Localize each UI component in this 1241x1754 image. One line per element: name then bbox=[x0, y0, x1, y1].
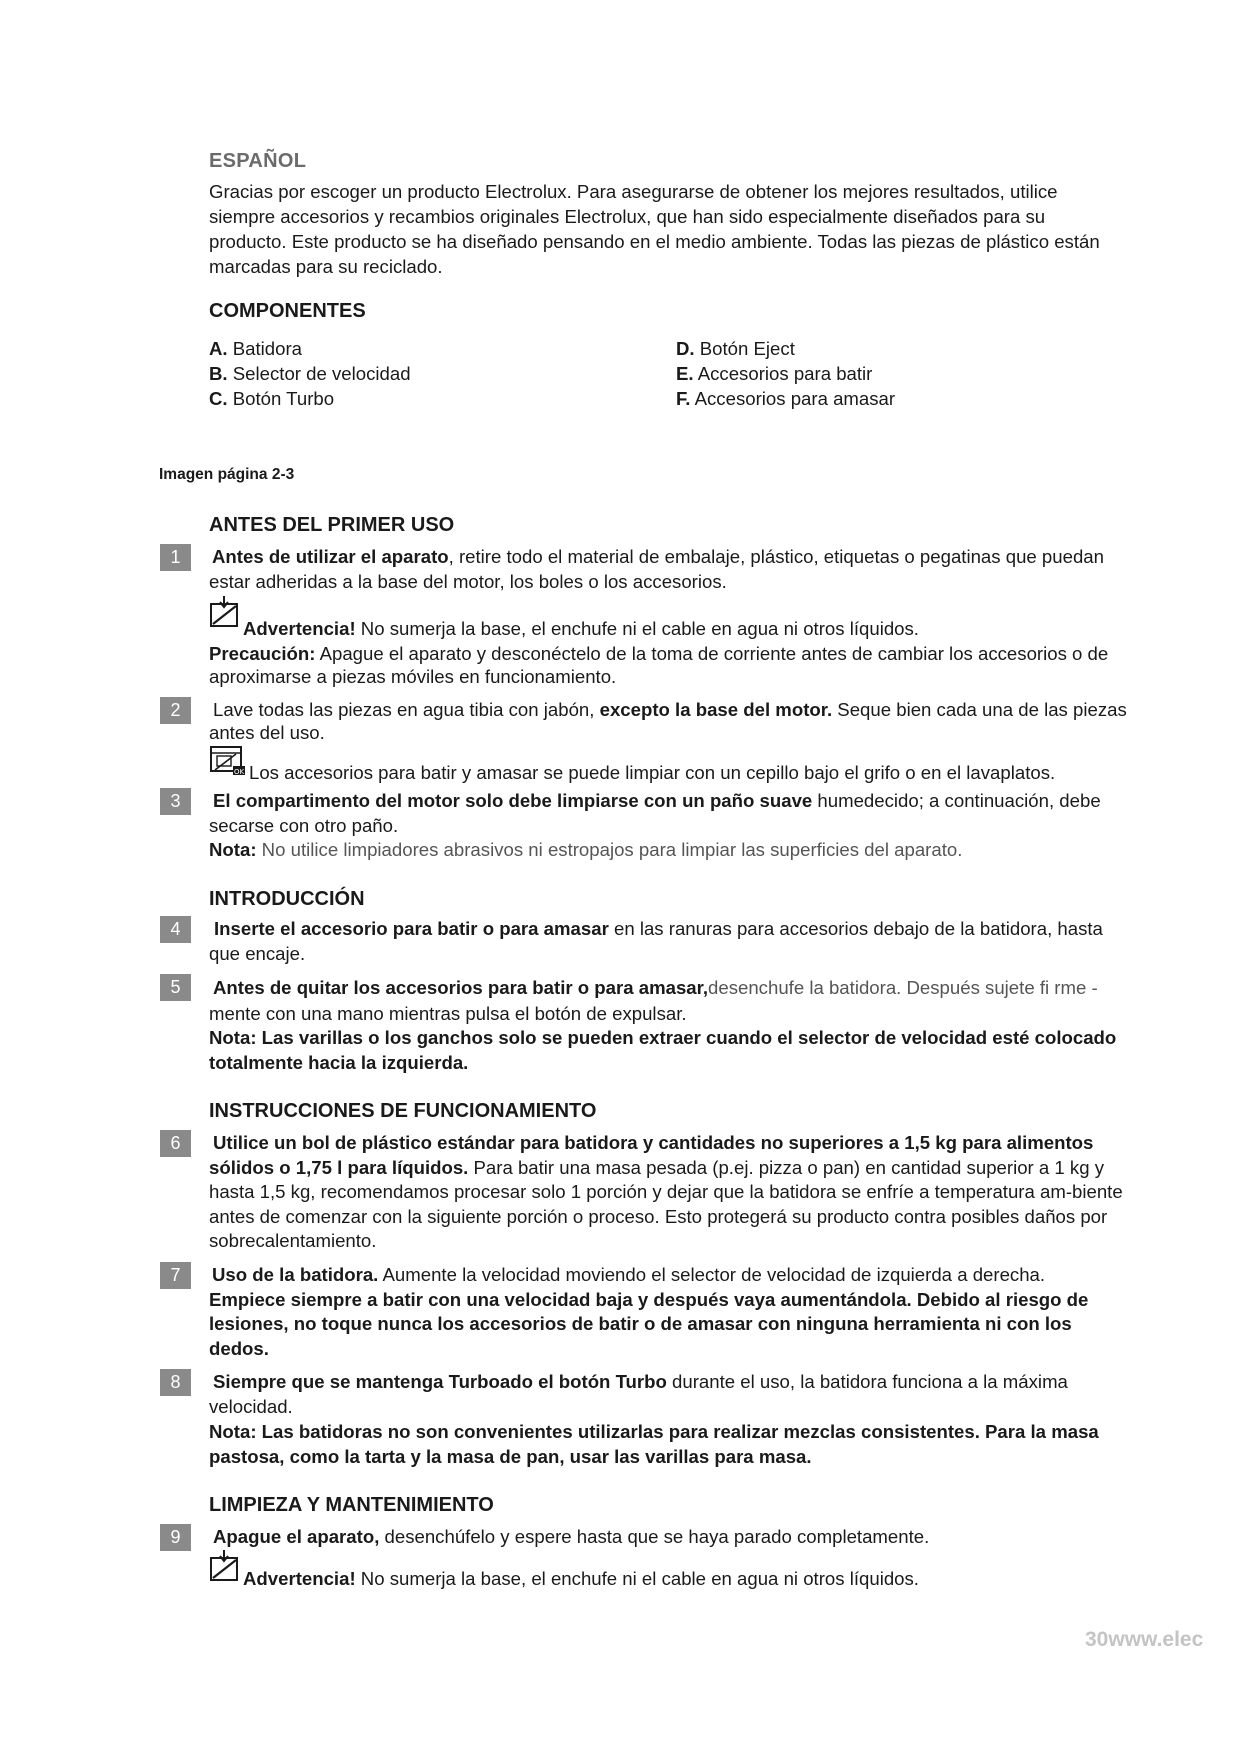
component-d: D. Botón Eject bbox=[676, 338, 795, 359]
step-number-3: 3 bbox=[160, 788, 191, 815]
component-c: C. Botón Turbo bbox=[209, 388, 335, 409]
step-5-text: Antes de quitar los accesorios para batir o para amasar,desenchufe la batidora. Después sujete fi rme - mente con una mano mientras pulsa el botón de expulsar. bbox=[209, 977, 1098, 1024]
component-a: A. Batidora bbox=[209, 338, 303, 359]
step-number-2: 2 bbox=[160, 697, 191, 724]
caution-1-text: Precaución: Apague el aparato y desconéctelo de la toma de corriente antes de cambiar los accesorios o de aproximarse a piezas móviles en funcionamiento. bbox=[209, 643, 1109, 687]
language-heading: ESPAÑOL bbox=[209, 150, 307, 172]
intro-paragraph: Gracias por escoger un producto Electrolux. Para asegurarse de obtener los mejores resultados, utilice siempre accesorios y recambios originales Electrolux, que han sido especialmente diseñados para su producto. Este producto se ha diseñado pensando en el medio ambiente. Todas las piezas de plástico están marcadas para su reciclado. bbox=[209, 181, 1100, 277]
component-b: B. Selector de velocidad bbox=[209, 363, 411, 384]
note-3-text: Nota: No utilice limpiadores abrasivos ni estropajos para limpiar las superficies del aparato. bbox=[209, 839, 963, 860]
introduction-heading: INTRODUCCIÓN bbox=[209, 888, 365, 910]
step-8-text: Siempre que se mantenga Turboado el botón Turbo durante el uso, la batidora funciona a la máxima velocidad. bbox=[209, 1371, 1068, 1417]
no-immerse-icon-2 bbox=[209, 1550, 241, 1582]
step-2-text: Lave todas las piezas en agua tibia con jabón, excepto la base del motor. Seque bien cada una de las piezas antes del uso. bbox=[209, 699, 1127, 743]
step-number-6: 6 bbox=[160, 1130, 191, 1157]
step-4-text: Inserte el accesorio para batir o para amasar en las ranuras para accesorios debajo de la batidora, hasta que encaje. bbox=[209, 918, 1103, 964]
no-immerse-icon bbox=[209, 596, 241, 628]
step-number-8: 8 bbox=[160, 1369, 191, 1396]
warning-9-text: Advertencia! No sumerja la base, el enchufe ni el cable en agua ni otros líquidos. bbox=[243, 1568, 919, 1589]
image-page-note: Imagen página 2-3 bbox=[159, 466, 295, 483]
dishwasher-text: Los accesorios para batir y amasar se puede limpiar con un cepillo bajo el grifo o en el lavaplatos. bbox=[249, 762, 1056, 783]
operating-heading: INSTRUCCIONES DE FUNCIONAMIENTO bbox=[209, 1100, 597, 1122]
step-7-text: Uso de la batidora. Aumente la velocidad moviendo el selector de velocidad de izquierda a derecha. Empiece siempre a batir con una velocidad baja y después vaya aumentándola. Debido al riesgo de lesiones, no toque nunca los accesorios de batir o de amasar con ninguna herramienta ni con los dedos. bbox=[209, 1264, 1089, 1359]
step-number-7: 7 bbox=[160, 1262, 191, 1289]
cleaning-heading: LIMPIEZA Y MANTENIMIENTO bbox=[209, 1494, 494, 1516]
before-first-use-heading: ANTES DEL PRIMER USO bbox=[209, 514, 455, 536]
page-footer: 30www.elec bbox=[1085, 1628, 1204, 1651]
dishwasher-safe-icon bbox=[209, 745, 245, 775]
component-e: E. Accesorios para batir bbox=[676, 363, 873, 384]
svg-text:OK: OK bbox=[234, 768, 245, 775]
step-number-1: 1 bbox=[160, 544, 191, 571]
component-f: F. Accesorios para amasar bbox=[676, 388, 896, 409]
step-6-text: Utilice un bol de plástico estándar para batidora y cantidades no superiores a 1,5 kg para alimentos sólidos o 1,75 l para líquidos. Para batir una masa pesada (p.ej. pizza o pan) en cantidad superior a 1 kg y hasta 1,5 kg, recomendamos procesar solo 1 porción y dejar que la batidora se enfríe a temperatura am-biente antes de comenzar con la siguiente porción o proceso. Esto protegerá su producto contra posibles daños por sobrecalentamiento. bbox=[209, 1132, 1123, 1251]
step-1-text: Antes de utilizar el aparato, retire todo el material de embalaje, plástico, etiquetas o pegatinas que puedan estar adheridas a la base del motor, los boles o los accesorios. bbox=[209, 546, 1104, 592]
step-number-9: 9 bbox=[160, 1524, 191, 1551]
step-9-text: Apague el aparato, desenchúfelo y espere hasta que se haya parado completamente. bbox=[213, 1526, 930, 1547]
components-heading: COMPONENTES bbox=[209, 300, 366, 322]
warning-1-text: Advertencia! No sumerja la base, el enchufe ni el cable en agua ni otros líquidos. bbox=[243, 618, 919, 639]
step-3-text: El compartimento del motor solo debe limpiarse con un paño suave humedecido; a continuación, debe secarse con otro paño. bbox=[209, 790, 1101, 836]
step-number-5: 5 bbox=[160, 974, 191, 1001]
step-number-4: 4 bbox=[160, 916, 191, 943]
components-list-left bbox=[209, 336, 411, 411]
components-list-right bbox=[676, 336, 895, 411]
note-5-text: Nota: Las varillas o los ganchos solo se pueden extraer cuando el selector de velocidad esté colocado totalmente hacia la izquierda. bbox=[209, 1027, 1117, 1073]
note-8-text: Nota: Las batidoras no son convenientes utilizarlas para realizar mezclas consistentes. Para la masa pastosa, como la tarta y la masa de pan, usar las varillas para masa. bbox=[209, 1421, 1099, 1467]
